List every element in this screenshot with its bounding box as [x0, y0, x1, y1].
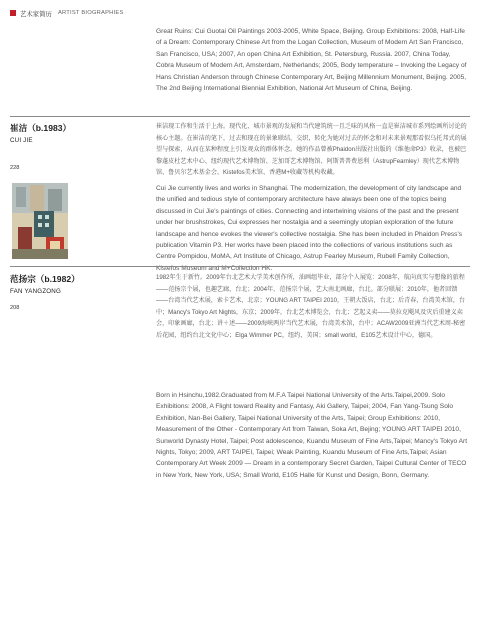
- artist-name-cn: 范扬宗（b.1982）: [10, 274, 80, 284]
- artist-bio-cn: 崔洁现工作和生活于上海。现代化、城市景观的发展和当代建筑统一且乏味的风格一直是崔洁城市系列绘画所讨论的核心主题。在崔洁的笔下，过去和现在的景象联结、交织，转化为她对过去的怀念和对未来景观那看似乌托邦式的展望与探索，从而在某种程度上引发观众的群体怀念。她的作品曾被Phaidon出版社出版的《维他命P3》收录，也被巴黎蓬皮杜艺术中心、纽约现代艺术博物馆、芝加哥艺术博物馆、阿斯普普费恩利（AstrupFearnley）现代艺术博物馆、鲁贝尔艺术基金会、Kistefos美术馆、香港M+收藏等机构收藏。: [156, 123, 467, 177]
- artist-name-en: FAN YANGZONG: [10, 288, 61, 295]
- section-divider: [10, 116, 470, 117]
- continued-bio-text: Great Ruins: Cui Guotai Oil Paintings 2003-2005, White Space, Beijing. Group Exhibitions: 2008, Half-Life of a Dream: Contemporary Chinese Art from the Logan Collection, Museum of Modern Art San Francisco, San Francisco, USA; 2007, An open China Art Exhibition, St. Petersburg, Russia. 2007, China Today, Cobra Museum of Modern Art, Amsterdam, Netherlands; 2005, Body temperature – Invoking the Legacy of Hans Christian Anderson through Chinese Contemporary Art, Beijing Millennium Monument, Beijing. 2005, The 2nd Beijing International Biennial Exhibition, National Art Museum of China, Beijing.: [156, 28, 467, 93]
- section-divider: [10, 266, 470, 267]
- page-header: [10, 8, 124, 18]
- artist-name-en: CUI JIE: [10, 137, 33, 144]
- artist-name-cn: 崔洁（b.1983）: [10, 123, 72, 133]
- page-reference: 208: [10, 305, 20, 311]
- artwork-thumbnail: [12, 183, 68, 259]
- section-title-en: ARTIST BIOGRAPHIES: [57, 10, 124, 16]
- artist-bio-cn: 1982年生于新竹。2009年台北艺术大学美术创作所，油画组毕业，部分个人展览：2008年，航向真实与想像的旅程——范扬宗个展，也趣艺廊，台北；2004年，范扬宗个展，艺大南北画廊，台北。部分联展：2010年，他者回馈——台湾当代艺术展，索卡艺术，北京；YOUNG ART TAIPEI 2010，王朝大饭店，台北；后青春，台湾美术馆，台中；Mancy's Tokyo Art Nights，东京；2009年，台北艺术博览会，台北；艺起义卖——莫拉克飓风及灾后重建义卖会，印象画廊，台北；讲＋述——2009海峡两岸当代艺术展，台湾美术馆，台中；ACAW2009亚洲当代艺术周-秘密后花园，纽约台北文化中心；Elga Wimmer PC，纽约，美国；small world，E105艺术设计中心，德国。: [156, 274, 466, 339]
- artist-bio-en: Cui Jie currently lives and works in Shanghai. The modernization, the development of city landscape and the unified and tedious style of contemporary architecture have always been one of the topics being discussed in Cui Jie's paintings of cities. Connecting and intertwining visions of the past and the present under her brushstrokes, Cui expresses her nostalgia and a seemingly utopian exploration of the future landscape and hence evokes the viewer's collective nostalgia. She has been included in Phaidon Press's publication Vitamin P3. Her works have been placed into the collections of various institutions such as Centre Pompidou, MoMA, Art Institute of Chicago, Astrup Fearley Museum, Rubell Family Collection, Kistefos Museum and M+Collection HK.: [156, 185, 463, 272]
- section-marker: [10, 10, 16, 16]
- artist-bio-en: Born in Hsinchu,1982.Graduated from M.F.A Taipei National University of the Arts.Taipei,2009. Solo Exhibitions: 2008, A Flight toward Reality and Fantasy, Aki Gallery, Taipei; 2004, Fan Yang-Tsung Solo Exhibition, Nan-Bei Gallery, Taipei National University of the Arts, Taipei; Group Exhibitions: 2010, Measurement of the Other - Contemporary Art from Taiwan, Soka Art, Bejing; YOUNG ART TAIPEI 2010, Sunworld Dynasty Hotel, Taipei; Post adolescence, Kuandu Museum of Fine Arts,Taipei; Mancy's Tokyo Art Nights, Tokyo; 2009, ART TAIPEI, Taipei; Weak Painting, Kuandu Museum of Fine Arts,Taipei; Asian Contemporary Art Week 2009 — Dream in a contemporary Secret Garden, Taipei Cultural Center of TECO in New York, New York, USA; Small World, E105 Halle für Kunst und Design, Bonn, Germany.: [156, 392, 468, 479]
- section-title-cn: 艺术家简历: [20, 10, 52, 18]
- page-reference: 228: [10, 165, 20, 171]
